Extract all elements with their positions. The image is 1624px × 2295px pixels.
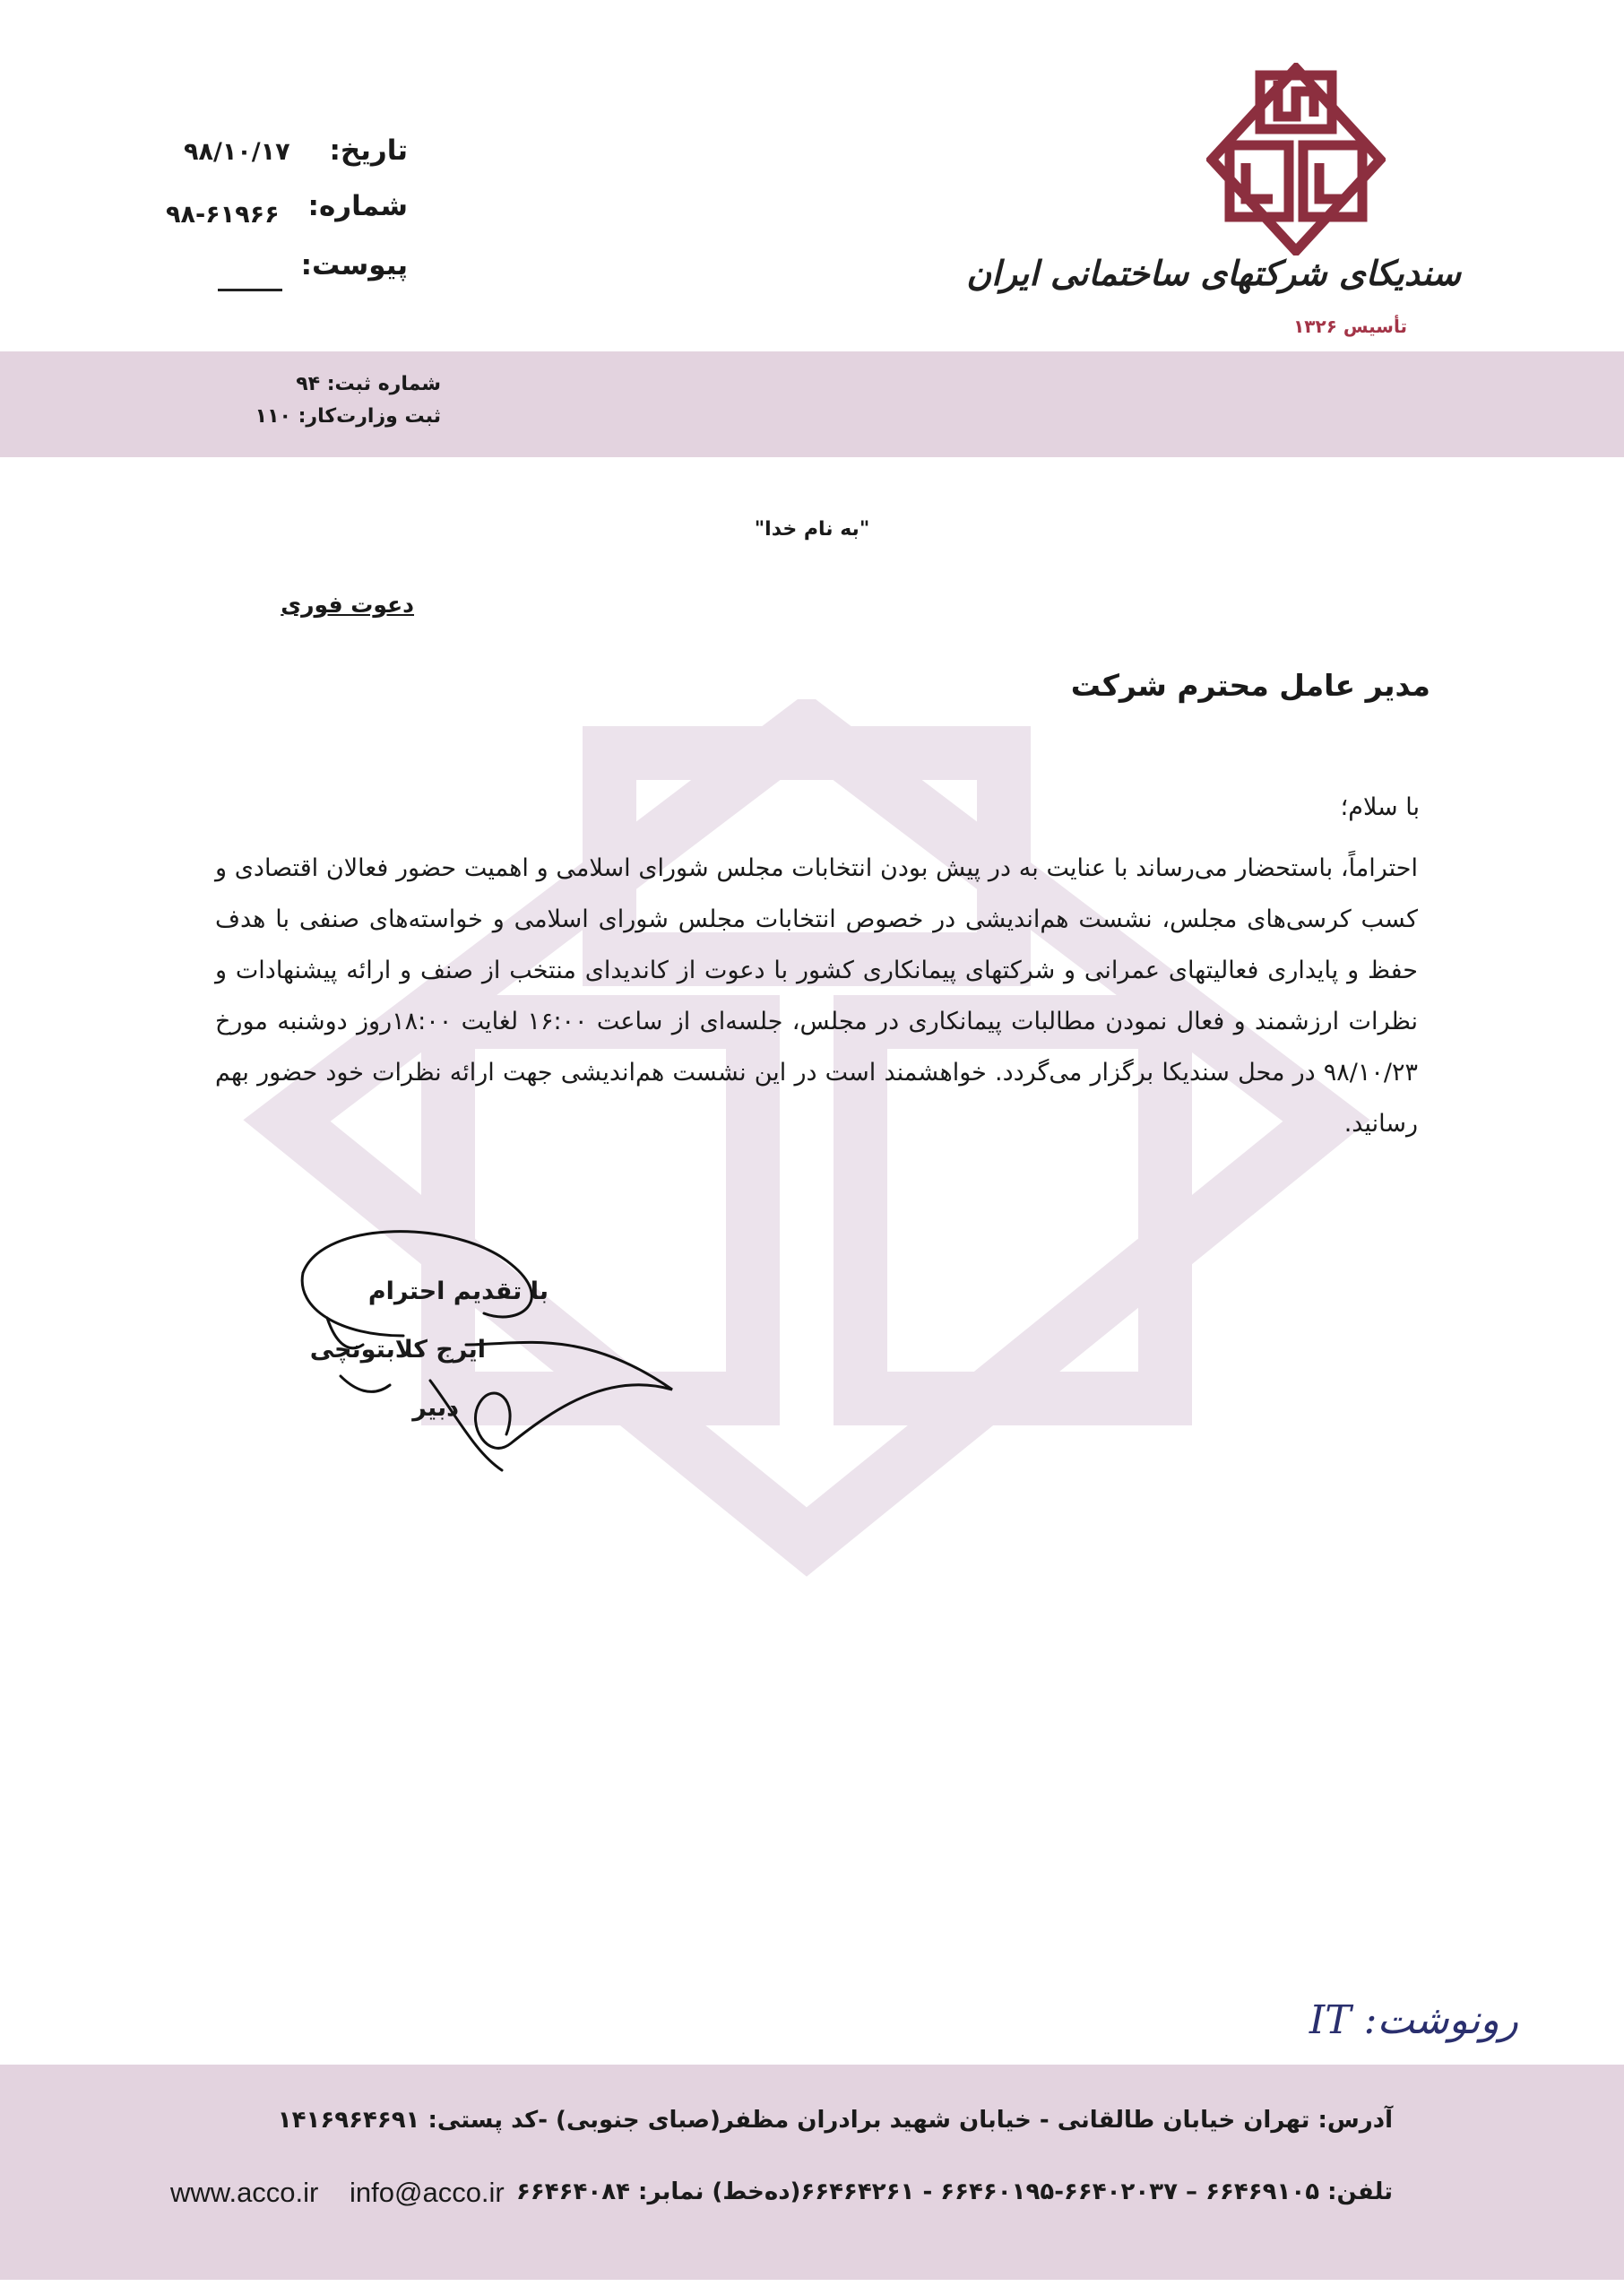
established-year: تأسیس ۱۳۲۶ [1293,316,1407,337]
signature-closing: با تقدیم احترام [367,1277,549,1305]
footer-address: آدرس: تهران خیابان طالقانی - خیابان شهید برادران مظفر(صبای جنوبی) -کد پستی: ۱۴۱۶۹۶۴۶۹۱ [277,2107,1393,2134]
footer-phones: تلفن: ۶۶۴۶۹۱۰۵ – ۶۶۴۰۲۰۳۷-۶۶۴۶۰۱۹۵ - ۶۶۴۶۴۲۶۱(ده‌خط) نمابر: ۶۶۴۶۴۰۸۴ [516,2178,1393,2205]
number-value: ۹۸-۶۱۹۶۶ [166,201,280,229]
attachment-blank-line [218,289,282,291]
attachment-label: پیوست: [300,249,408,281]
letter-body [215,843,1418,1149]
org-name: سندیکای شرکتهای ساختمانی ایران [966,253,1461,293]
footer-website-link[interactable]: www.acco.ir [170,2177,319,2208]
invocation: "به نام خدا" [754,518,870,541]
header-band [0,351,1624,457]
letter-body-text: احتراماً، باستحضار می‌رساند با عنایت به در پیش بودن انتخابات مجلس شورای اسلامی و اهمیت حضور فعالان اقتصادی و کسب کرسی‌های مجلس، نشست هم‌اندیشی در خصوص انتخابات مجلس شورای اسلامی و خواسته‌های صنفی با هدف حفظ و پایداری فعالیتهای عمرانی و شرکتهای پیمانکاری کشور با دعوت از کاندیدای منتخب از صنف و ارائه پیشنهادات و نظرات ارزشمند و فعال نمودن مطالبات پیمانکاری در مجلس، جلسه‌ای از ساعت ۱۶:۰۰ لغایت ۱۸:۰۰روز دوشنبه مورخ ۹۸/۱۰/۲۳ در محل سندیکا برگزار می‌گردد. خواهشمند است در این نشست هم‌اندیشی جهت ارائه نظرات خود حضور بهم رسانید. [215,854,1419,1138]
subject: دعوت فوری [281,592,414,618]
date-value: ۹۸/۱۰/۱۷ [184,138,290,166]
ministry-registration: ثبت وزارت‌کار: ۱۱۰ [255,405,441,428]
registration-number: شماره ثبت: ۹۴ [296,373,441,395]
date-label: تاریخ: [329,134,408,167]
greeting: با سلام؛ [1340,793,1420,821]
footer-band [0,2065,1624,2280]
signature-title: دبیر [412,1394,459,1422]
signature-name: ایرج کلابتونچی [309,1336,486,1364]
handwritten-cc-note: رونوشت: IT [1309,1997,1518,2043]
logo-emblem-icon [1206,63,1386,255]
number-label: شماره: [307,190,408,222]
footer-email-link[interactable]: info@acco.ir [350,2177,505,2208]
logo [966,63,1461,350]
recipient: مدیر عامل محترم شرکت [1070,668,1430,703]
